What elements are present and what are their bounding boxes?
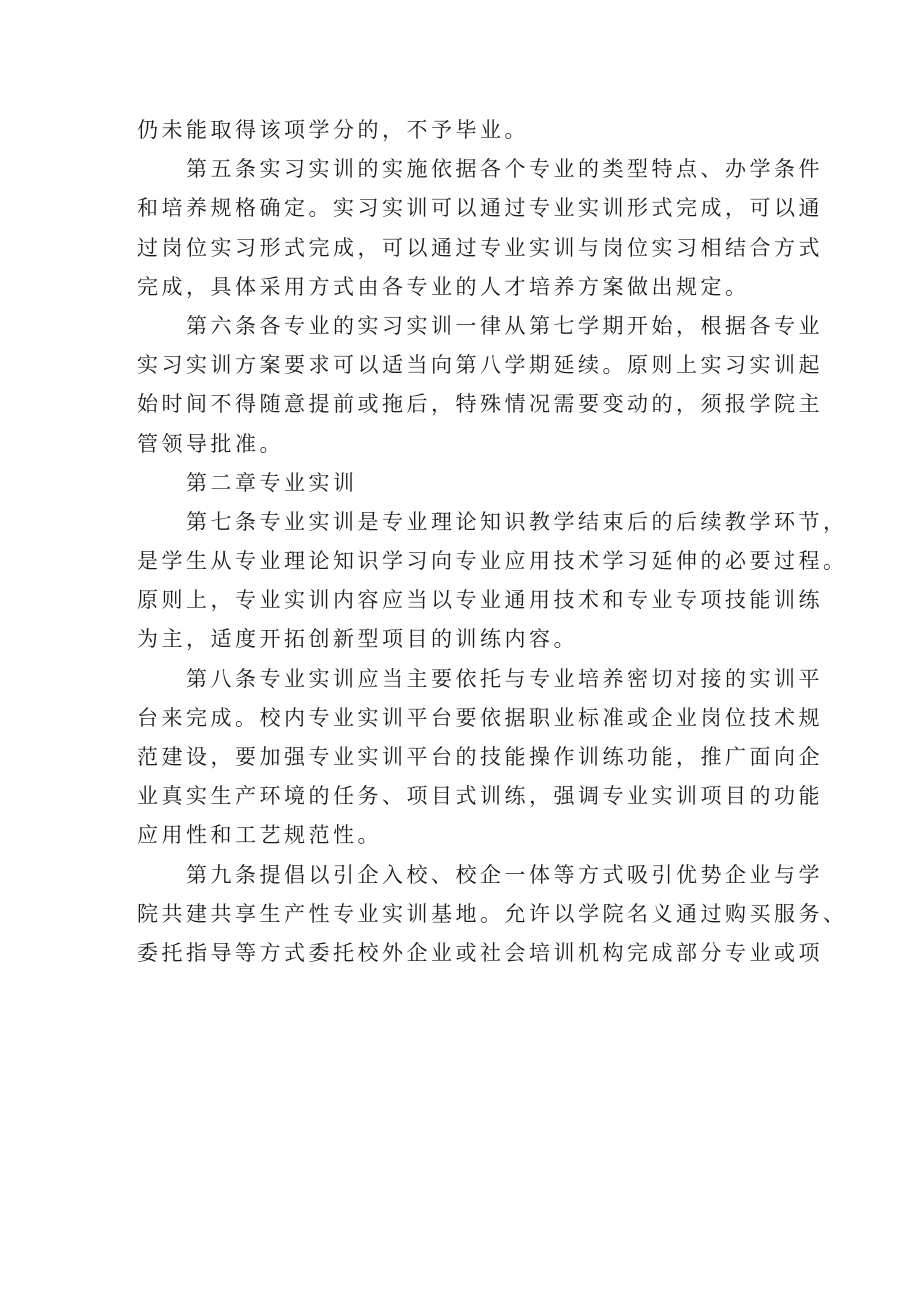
text-line: 原则上，专业实训内容应当以专业通用技术和专业专项技能训练 <box>137 588 823 613</box>
text-line: 管领导批准。 <box>137 431 284 456</box>
text-line: 和培养规格确定。实习实训可以通过专业实训形式完成，可以通 <box>137 196 823 221</box>
text-line: 第九条提倡以引企入校、校企一体等方式吸引优势企业与学 <box>186 862 823 887</box>
text-line: 为主，适度开拓创新型项目的训练内容。 <box>137 627 578 652</box>
text-line: 第八条专业实训应当主要依托与专业培养密切对接的实训平 <box>186 666 823 691</box>
text-line: 第六条各专业的实习实训一律从第七学期开始，根据各专业 <box>186 313 823 338</box>
text-line: 仍未能取得该项学分的，不予毕业。 <box>137 118 529 142</box>
chapter-title: 第二章专业实训 <box>186 470 358 495</box>
text-line: 是学生从专业理论知识学习向专业应用技术学习延伸的必要过程。 <box>137 549 848 574</box>
text-line: 台来完成。校内专业实训平台要依据职业标准或企业岗位技术规 <box>137 705 823 730</box>
text-line: 应用性和工艺规范性。 <box>137 823 382 848</box>
paragraph-continuation <box>137 111 793 150</box>
text-line: 实习实训方案要求可以适当向第八学期延续。原则上实习实训起 <box>137 353 823 378</box>
text-line: 完成，具体采用方式由各专业的人才培养方案做出规定。 <box>137 274 750 299</box>
text-line: 始时间不得随意提前或拖后，特殊情况需要变动的，须报学院主 <box>137 392 823 417</box>
paragraph-article-9 <box>137 856 848 974</box>
text-line: 过岗位实习形式完成，可以通过专业实训与岗位实习相结合方式 <box>137 235 823 260</box>
text-line: 范建设，要加强专业实训平台的技能操作训练功能，推广面向企 <box>137 745 823 769</box>
text-line: 业真实生产环境的任务、项目式训练，强调专业实训项目的功能 <box>137 784 823 809</box>
document-body <box>137 111 848 973</box>
text-line: 委托指导等方式委托校外企业或社会培训机构完成部分专业或项 <box>137 940 823 965</box>
text-line: 第五条实习实训的实施依据各个专业的类型特点、办学条件 <box>186 157 823 182</box>
paragraph-article-7 <box>137 503 848 660</box>
paragraph-article-6 <box>137 307 823 464</box>
paragraph-article-5 <box>137 150 823 307</box>
text-line: 院共建共享生产性专业实训基地。允许以学院名义通过购买服务、 <box>137 901 848 926</box>
chapter-heading <box>137 464 793 503</box>
text-line: 第七条专业实训是专业理论知识教学结束后的后续教学环节， <box>186 509 848 534</box>
paragraph-article-8 <box>137 660 823 856</box>
